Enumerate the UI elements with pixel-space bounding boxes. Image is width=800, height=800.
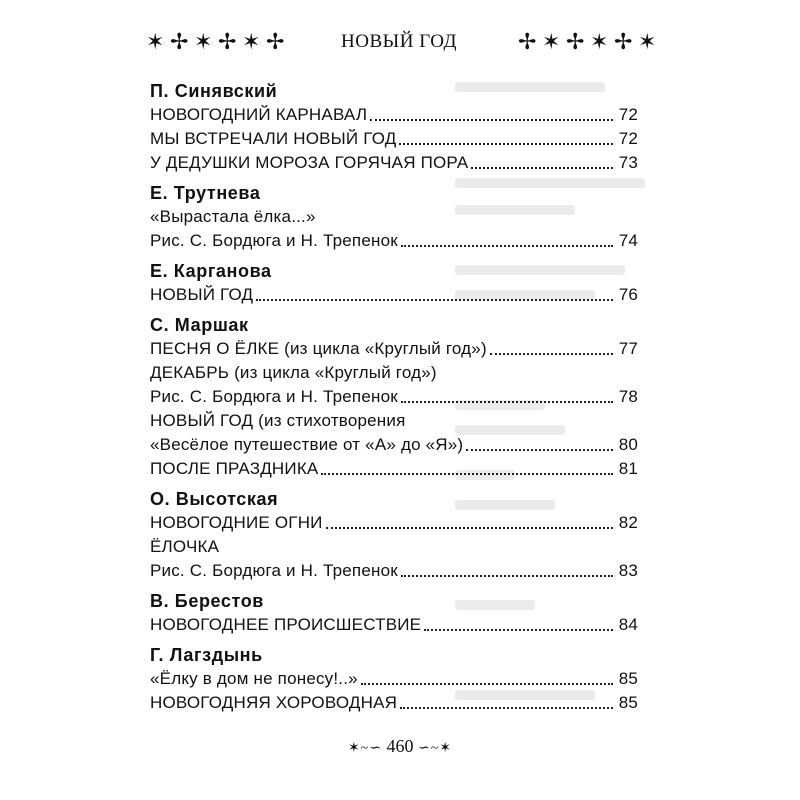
running-header [146,27,657,57]
right-star-icon: ✶ [542,29,561,54]
author-name: Г. Лагздынь [150,645,263,665]
dot-leader [400,707,613,709]
toc-page-number: 76 [618,285,638,304]
right-star-icon: ✶ [590,29,609,54]
footer-left-ornament: ✶~∽ [347,741,382,756]
page-number: 460 [386,736,414,756]
table-of-contents [150,79,638,715]
left-star-ornaments [146,29,285,54]
toc-page-number: 83 [618,561,638,580]
dot-leader [471,167,613,169]
toc-entry [150,361,638,385]
toc-page-number: 84 [618,615,638,634]
toc-page-number: 72 [618,105,638,124]
author-name: Е. Карганова [150,261,272,281]
left-star-icon: ✶ [194,29,213,54]
toc-page-number: 81 [618,459,638,478]
right-star-icon: ✢ [518,29,537,54]
toc-entry [150,337,638,361]
toc-page-number: 74 [618,231,638,250]
toc-page-number: 73 [618,153,638,172]
toc-entry-title: НОВЫЙ ГОД (из стихотворения [150,411,406,430]
dot-leader [424,629,613,631]
dot-leader [326,527,613,529]
dot-leader [399,143,613,145]
footer-right-ornament: ∽~✶ [418,741,453,756]
toc-entry [150,559,638,583]
toc-page-number: 77 [618,339,638,358]
toc-entry [150,283,638,307]
left-star-icon: ✶ [242,29,261,54]
dot-leader [256,299,613,301]
toc-entry-title: «Ёлку в дом не понесу!..» [150,669,358,688]
right-star-icon: ✢ [566,29,585,54]
left-star-icon: ✢ [218,29,237,54]
left-star-icon: ✶ [146,29,165,54]
toc-entry-title: Рис. С. Бордюга и Н. Трепенок [150,561,398,580]
toc-page-number: 85 [618,693,638,712]
dot-leader [321,473,613,475]
author-name: С. Маршак [150,315,249,335]
dot-leader [401,401,613,403]
toc-entry-title: ПОСЛЕ ПРАЗДНИКА [150,459,319,478]
toc-entry-title: НОВОГОДНЕЕ ПРОИСШЕСТВИЕ [150,615,422,634]
toc-entry-title: НОВОГОДНИЙ КАРНАВАЛ [150,105,368,124]
toc-page-number: 82 [618,513,638,532]
toc-entry [150,457,638,481]
author-name: В. Берестов [150,591,264,611]
left-star-icon: ✢ [266,29,285,54]
left-star-icon: ✢ [170,29,189,54]
toc-entry [150,205,638,229]
toc-entry-title: НОВОГОДНИЕ ОГНИ [150,513,323,532]
toc-entry-title: Рис. С. Бордюга и Н. Трепенок [150,231,398,250]
toc-entry-title: «Весёлое путешествие от «А» до «Я») [150,435,464,454]
toc-entry [150,409,638,433]
toc-entry [150,385,638,409]
toc-entry-title: МЫ ВСТРЕЧАЛИ НОВЫЙ ГОД [150,129,397,148]
toc-entry [150,667,638,691]
author-name: П. Синявский [150,81,278,101]
dot-leader [466,449,613,451]
toc-page-number: 78 [618,387,638,406]
toc-entry [150,613,638,637]
page-footer [0,736,800,757]
right-star-icon: ✢ [614,29,633,54]
toc-entry [150,103,638,127]
right-star-icon: ✶ [638,29,657,54]
dot-leader [361,683,613,685]
toc-page-number: 72 [618,129,638,148]
toc-entry-title: ДЕКАБРЬ (из цикла «Круглый год») [150,363,437,382]
dot-leader [490,353,613,355]
toc-entry-title: Рис. С. Бордюга и Н. Трепенок [150,387,398,406]
dot-leader [370,119,613,121]
toc-page-number: 80 [618,435,638,454]
toc-entry [150,229,638,253]
running-header-title: НОВЫЙ ГОД [341,31,457,52]
right-star-ornaments [518,29,657,54]
toc-entry-title: У ДЕДУШКИ МОРОЗА ГОРЯЧАЯ ПОРА [150,153,469,172]
toc-entry-title: НОВОГОДНЯЯ ХОРОВОДНАЯ [150,693,398,712]
toc-entry-title: ПЕСНЯ О ЁЛКЕ (из цикла «Круглый год») [150,339,487,358]
author-name: Е. Трутнева [150,183,261,203]
toc-entry [150,691,638,715]
toc-entry [150,535,638,559]
toc-entry [150,127,638,151]
toc-entry [150,433,638,457]
toc-entry-title: НОВЫЙ ГОД [150,285,254,304]
author-name: О. Высотская [150,489,279,509]
dot-leader [401,575,613,577]
toc-page-number: 85 [618,669,638,688]
toc-entry-title: ЁЛОЧКА [150,537,220,556]
toc-entry-title: «Вырастала ёлка...» [150,207,316,226]
dot-leader [401,245,613,247]
toc-entry [150,511,638,535]
toc-entry [150,151,638,175]
